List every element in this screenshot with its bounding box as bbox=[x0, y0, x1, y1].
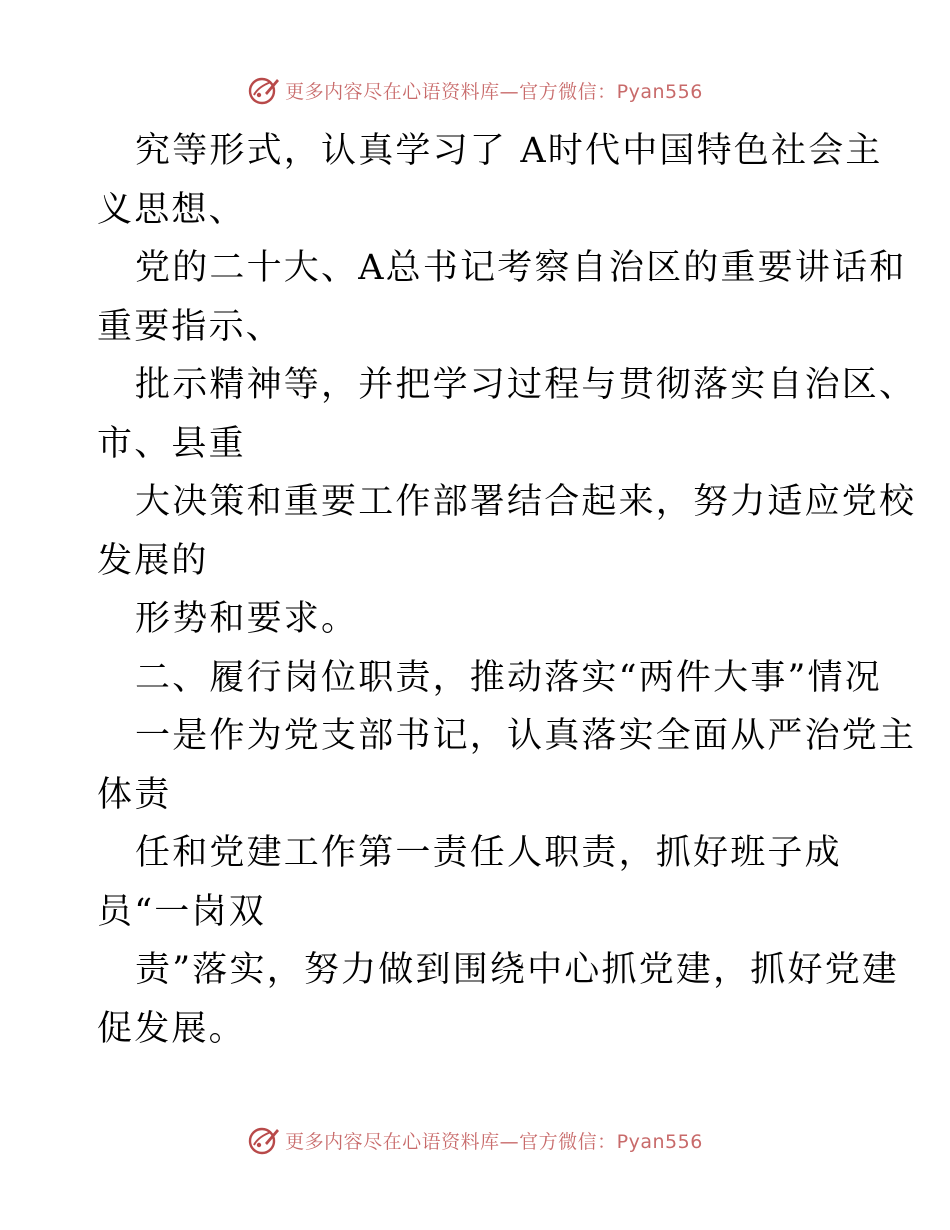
body-line: 发展的 bbox=[97, 540, 209, 581]
body-line: 大决策和重要工作部署结合起来，努力适应党校 bbox=[135, 482, 917, 522]
body-line: 究等形式，认真学习了 A时代中国特色社会主 bbox=[135, 131, 883, 171]
header-banner bbox=[0, 70, 950, 110]
body-line: 促发展。 bbox=[97, 1008, 246, 1049]
body-line: 批示精神等，并把学习过程与贯彻落实自治区、 bbox=[135, 365, 917, 405]
body-line: 一是作为党支部书记，认真落实全面从严治党主 bbox=[135, 716, 917, 756]
body-line: 员“一岗双 bbox=[97, 891, 266, 932]
body-line: 任和党建工作第一责任人职责，抓好班子成 bbox=[135, 833, 842, 873]
footer-banner-text: 更多内容尽在心语资料库—官方微信：Pyan556 bbox=[285, 1130, 703, 1153]
pen-nib-logo-icon bbox=[247, 73, 281, 107]
body-line: 重要指示、 bbox=[97, 306, 284, 347]
body-line: 义思想、 bbox=[97, 189, 246, 230]
pen-nib-logo-icon bbox=[247, 1123, 281, 1157]
body-line: 党的二十大、A总书记考察自治区的重要讲话和 bbox=[135, 248, 907, 288]
body-line: 市、县重 bbox=[97, 423, 246, 464]
section-heading: 二、履行岗位职责，推动落实“两件大事”情况 bbox=[135, 657, 882, 698]
body-line: 形势和要求。 bbox=[135, 599, 359, 639]
body-line: 责”落实，努力做到围绕中心抓党建，抓好党建 bbox=[135, 950, 900, 990]
footer-banner bbox=[0, 1120, 950, 1160]
body-line: 体责 bbox=[97, 774, 172, 815]
document-body bbox=[97, 122, 917, 1058]
header-banner-text: 更多内容尽在心语资料库—官方微信：Pyan556 bbox=[285, 80, 703, 103]
